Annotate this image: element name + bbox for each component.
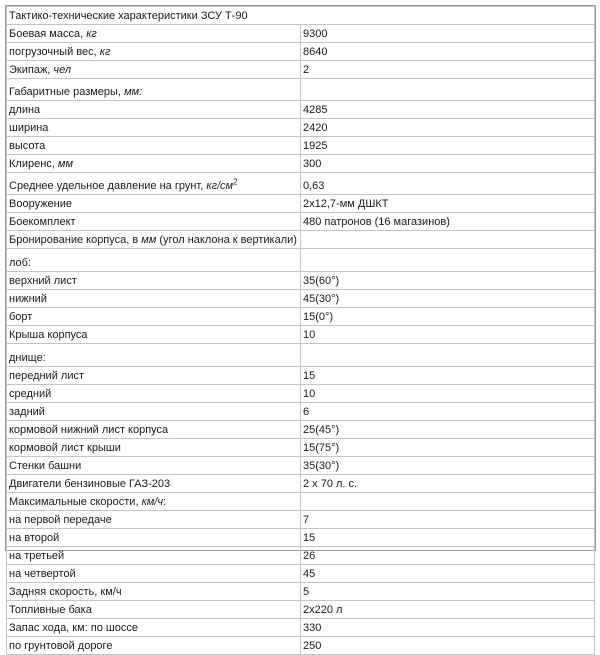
table-row [7,403,595,421]
row-value: 15 [301,367,595,385]
table-row [7,583,595,601]
table-row [7,137,595,155]
row-label-cell [7,137,301,155]
row-label-cell [7,547,301,565]
table-row [7,619,595,637]
row-label-cell [7,565,301,583]
row-label-cell [7,43,301,61]
row-label: на третьей [9,550,65,562]
row-label: Боевая масса, [9,28,87,40]
row-label: Топливные бака [9,604,92,616]
table-row [7,213,595,231]
row-label: ширина [9,122,49,134]
row-label-cell [7,457,301,475]
row-value: 480 патронов (16 магазинов) [301,213,595,231]
row-value: 26 [301,547,595,565]
row-label-cell [7,173,301,195]
row-value [301,344,595,367]
row-label-cell [7,511,301,529]
row-label-cell [7,344,301,367]
row-label-cell [7,195,301,213]
table-row [7,344,595,367]
row-value: 35(60°) [301,272,595,290]
row-label: на четвертой [9,568,76,580]
table-row [7,493,595,511]
table-row [7,565,595,583]
row-unit: мм [57,158,73,170]
row-label: высота [9,140,46,152]
row-value: 0,63 [301,173,595,195]
row-value: 330 [301,619,595,637]
row-label-suffix: : [163,496,167,508]
row-label-cell [7,403,301,421]
row-label-cell [7,619,301,637]
table-row [7,457,595,475]
row-label: Клиренс, [9,158,58,170]
row-value: 6 [301,403,595,421]
row-label: на второй [9,532,60,544]
row-label: Задняя скорость, км/ч [9,586,122,598]
row-value: 8640 [301,43,595,61]
table-row [7,195,595,213]
row-label-cell [7,493,301,511]
table-title: Тактико-технические характеристики ЗСУ Т-90 [7,7,595,25]
table-row [7,155,595,173]
row-label-cell [7,583,301,601]
table-row [7,601,595,619]
row-label: Бронирование корпуса, в [9,234,142,246]
row-label: по грунтовой дороге [9,640,113,652]
row-label-cell [7,475,301,493]
row-label: Габаритные размеры, [9,86,125,98]
row-label: Стенки башни [9,460,82,472]
row-value: 2х12,7-мм ДШКТ [301,195,595,213]
table-row [7,249,595,272]
row-value: 35(30°) [301,457,595,475]
row-label-cell [7,272,301,290]
row-label-cell [7,439,301,457]
row-label: борт [9,311,33,323]
row-label-cell [7,637,301,655]
row-value: 10 [301,385,595,403]
row-label-cell [7,101,301,119]
row-label: задний [9,406,45,418]
table-row [7,637,595,655]
row-label-cell [7,231,301,249]
row-label: средний [9,388,52,400]
table-title-row [7,7,595,25]
row-label: Вооружение [9,198,73,210]
row-unit: кг/см [206,180,234,192]
table-row [7,272,595,290]
row-value: 10 [301,326,595,344]
row-value: 2420 [301,119,595,137]
row-value: 9300 [301,25,595,43]
row-value: 2х220 л [301,601,595,619]
row-value: 1925 [301,137,595,155]
spec-table-body [7,7,595,655]
table-row [7,25,595,43]
row-label-cell [7,385,301,403]
row-label: Экипаж, [9,64,54,76]
spec-table [6,6,595,655]
row-label: Двигатели бензиновые ГАЗ-203 [9,478,171,490]
row-label-suffix: (угол наклона к вертикали) [156,234,297,246]
row-value: 15 [301,529,595,547]
table-row [7,439,595,457]
row-label-cell [7,249,301,272]
table-row [7,547,595,565]
row-label: Крыша корпуса [9,329,88,341]
row-value: 250 [301,637,595,655]
row-value [301,249,595,272]
row-label: верхний лист [9,275,77,287]
row-unit: кг [86,28,97,40]
table-row [7,421,595,439]
row-label-cell [7,529,301,547]
table-row [7,308,595,326]
row-unit: чел [53,64,72,76]
row-label: погрузочный вес, [9,46,100,58]
row-label-cell [7,367,301,385]
row-label: Запас хода, км: по шоссе [9,622,138,634]
row-label: передний лист [9,370,85,382]
row-label: нижний [9,293,47,305]
row-label: Среднее удельное давление на грунт, [9,180,207,192]
row-label: Боекомплект [9,216,76,228]
row-unit: кг [99,46,111,58]
row-label-cell [7,421,301,439]
row-value: 2 х 70 л. с. [301,475,595,493]
row-label-cell [7,326,301,344]
table-row [7,101,595,119]
row-unit: мм: [124,86,143,98]
table-row [7,511,595,529]
table-row [7,231,595,249]
row-label-cell [7,25,301,43]
row-label: Максимальные скорости, [9,496,142,508]
table-row [7,119,595,137]
row-label-cell [7,79,301,101]
row-unit: км/ч [141,496,164,508]
row-label: кормовой нижний лист корпуса [9,424,169,436]
table-row [7,475,595,493]
row-label-cell [7,61,301,79]
row-label-cell [7,601,301,619]
row-label-cell [7,213,301,231]
row-value: 15(75°) [301,439,595,457]
row-value: 45 [301,565,595,583]
row-label: длина [9,104,41,116]
row-unit: мм [141,234,157,246]
table-row [7,385,595,403]
table-row [7,326,595,344]
row-label-cell [7,119,301,137]
table-row [7,79,595,101]
row-label: на первой передаче [9,514,112,526]
row-value: 300 [301,155,595,173]
spec-table-frame [5,5,596,652]
row-value [301,493,595,511]
table-row [7,529,595,547]
row-value: 45(30°) [301,290,595,308]
row-value: 4285 [301,101,595,119]
row-value: 25(45°) [301,421,595,439]
table-row [7,173,595,195]
row-value [301,231,595,249]
row-label: кормовой лист крыши [9,442,121,454]
row-value: 7 [301,511,595,529]
row-value: 15(0°) [301,308,595,326]
row-label: днище: [9,352,46,364]
row-label: лоб: [9,257,32,269]
row-value: 2 [301,61,595,79]
table-row [7,43,595,61]
table-row [7,290,595,308]
row-value: 5 [301,583,595,601]
row-unit-superscript: 2 [233,177,238,187]
row-label-cell [7,308,301,326]
row-label-cell [7,290,301,308]
row-value [301,79,595,101]
row-label-cell [7,155,301,173]
table-row [7,61,595,79]
table-row [7,367,595,385]
